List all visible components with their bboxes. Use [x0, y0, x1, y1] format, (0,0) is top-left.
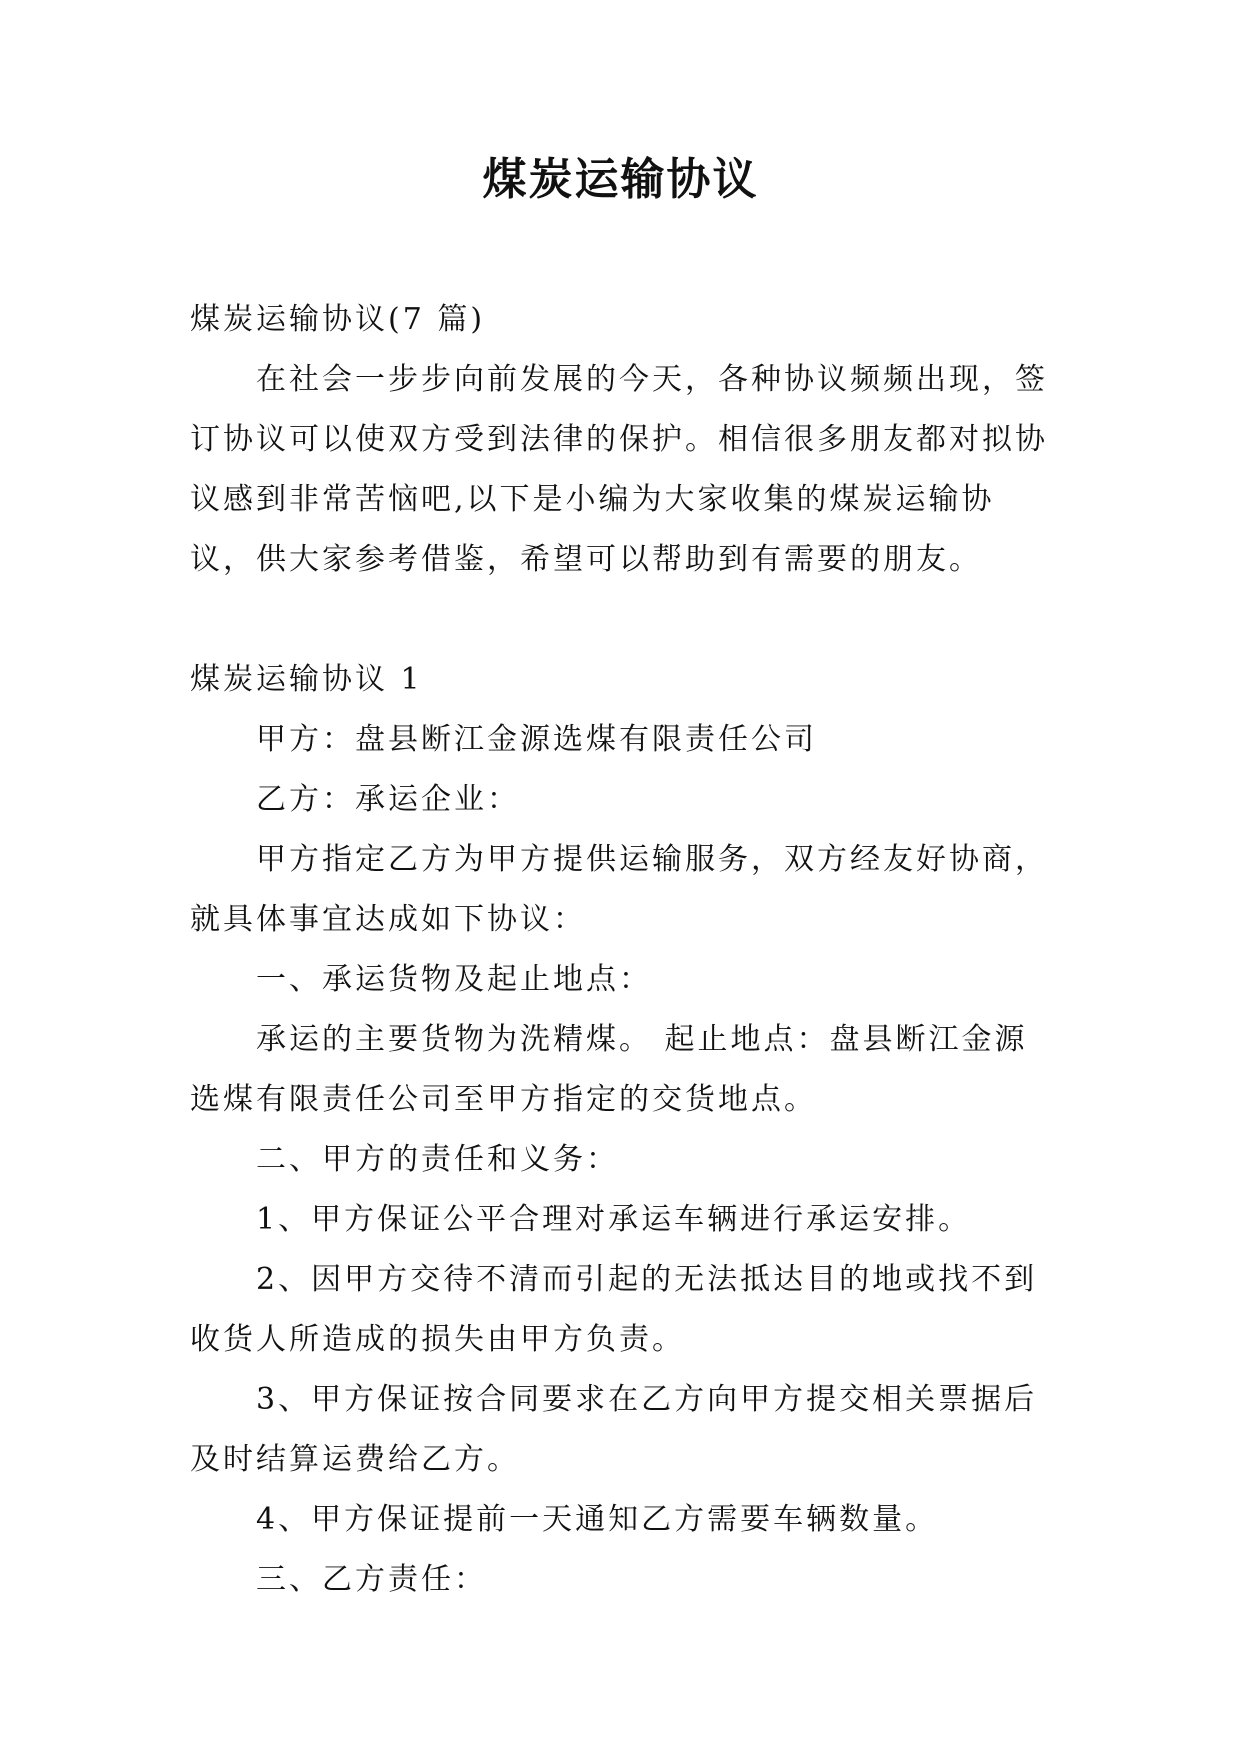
clause-heading-1: 一、承运货物及起止地点：	[256, 962, 652, 997]
section-heading: 煤炭运输协议 1	[190, 662, 423, 697]
document-body	[190, 290, 1060, 1610]
clause-paragraph: 承运的主要货物为洗精煤。 起止地点：盘县断江金源选煤有限责任公司至甲方指定的交货地点。	[190, 1022, 1028, 1117]
clause-item-1: 1、甲方保证公平合理对承运车辆进行承运安排。	[256, 1202, 972, 1237]
party-b-line: 乙方：承运企业：	[256, 782, 520, 817]
clause-item-2: 2、因甲方交待不清而引起的无法抵达目的地或找不到收货人所造成的损失由甲方负责。	[190, 1262, 1038, 1357]
party-a-line: 甲方：盘县断江金源选煤有限责任公司	[256, 722, 817, 757]
document-title: 煤炭运输协议	[482, 154, 759, 205]
clause-heading-3: 三、乙方责任：	[256, 1562, 487, 1597]
document-subtitle: 煤炭运输协议(7 篇)	[190, 302, 486, 337]
paragraph-spacer	[190, 590, 1060, 650]
clause-item-4: 4、甲方保证提前一天通知乙方需要车辆数量。	[256, 1502, 939, 1537]
intro-paragraph: 在社会一步步向前发展的今天，各种协议频频出现，签订协议可以使双方受到法律的保护。相信很多朋友都对拟协议感到非常苦恼吧,以下是小编为大家收集的煤炭运输协议，供大家参考借鉴，希望可以帮助到有需要的朋友。	[190, 362, 1048, 577]
clause-item-3: 3、甲方保证按合同要求在乙方向甲方提交相关票据后及时结算运费给乙方。	[190, 1382, 1038, 1477]
agreement-preamble: 甲方指定乙方为甲方提供运输服务，双方经友好协商，就具体事宜达成如下协议：	[190, 842, 1048, 937]
clause-heading-2: 二、甲方的责任和义务：	[256, 1142, 619, 1177]
